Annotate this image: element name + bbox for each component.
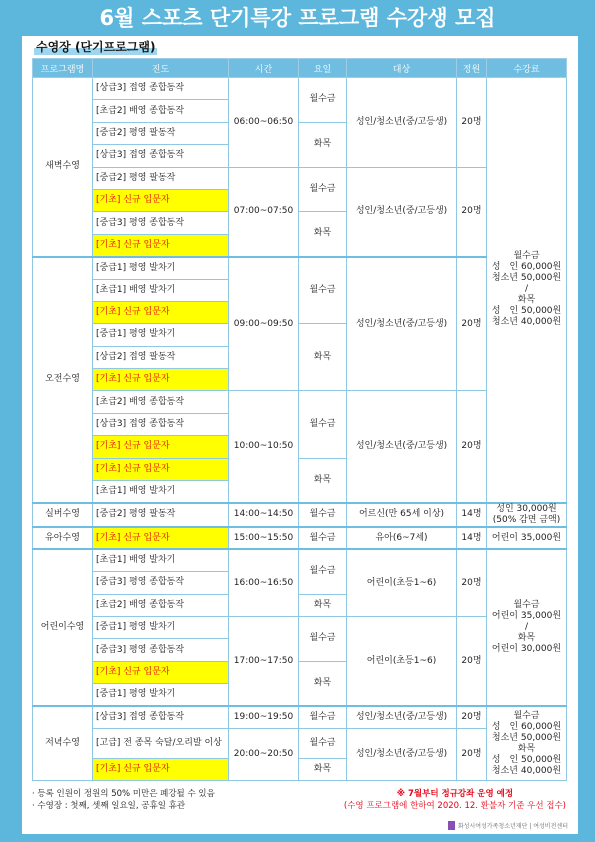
time-cell: 17:00~17:50 bbox=[229, 616, 299, 706]
program-name: 저녁수영 bbox=[33, 706, 93, 781]
day-cell: 화목 bbox=[299, 212, 347, 257]
course-cell-beginner: [기초] 신규 입문자 bbox=[93, 436, 229, 458]
section-label: 수영장 (단기프로그램) bbox=[36, 40, 156, 54]
capacity-cell: 14명 bbox=[457, 527, 487, 549]
header-day: 요일 bbox=[299, 59, 347, 78]
time-cell: 10:00~10:50 bbox=[229, 391, 299, 503]
course-cell: [초급1] 배영 발차기 bbox=[93, 549, 229, 571]
capacity-cell: 20명 bbox=[457, 167, 487, 257]
course-cell: [초급1] 배영 발차기 bbox=[93, 481, 229, 503]
target-cell: 유아(6~7세) bbox=[347, 527, 457, 549]
capacity-cell: 20명 bbox=[457, 549, 487, 616]
capacity-cell: 20명 bbox=[457, 391, 487, 503]
table-row bbox=[33, 78, 567, 100]
course-cell: [상급2] 접영 팔동작 bbox=[93, 346, 229, 368]
day-cell: 화목 bbox=[299, 758, 347, 780]
course-cell: [고급] 전 종목 숙달/오리발 이상 bbox=[93, 728, 229, 758]
course-cell: [상급3] 접영 종합동작 bbox=[93, 413, 229, 435]
day-cell: 화목 bbox=[299, 122, 347, 167]
note-regular-program: ※ 7월부터 정규강좌 운영 예정 bbox=[396, 789, 514, 799]
course-cell: [초급2] 배영 종합동작 bbox=[93, 594, 229, 616]
course-cell-beginner: [기초] 신규 입문자 bbox=[93, 661, 229, 683]
day-cell: 월수금 bbox=[299, 728, 347, 758]
course-cell: [중급3] 평영 종합동작 bbox=[93, 212, 229, 234]
time-cell: 20:00~20:50 bbox=[229, 728, 299, 780]
day-cell: 월수금 bbox=[299, 391, 347, 458]
program-sheet bbox=[22, 36, 578, 834]
table-row bbox=[33, 257, 567, 279]
course-cell: [초급2] 배영 종합동작 bbox=[93, 100, 229, 122]
notes-left bbox=[32, 788, 215, 812]
target-cell: 성인/청소년(중/고등생) bbox=[347, 706, 457, 728]
course-cell: [중급1] 평영 발차기 bbox=[93, 616, 229, 638]
capacity-cell: 20명 bbox=[457, 616, 487, 706]
course-cell-beginner: [기초] 신규 입문자 bbox=[93, 758, 229, 780]
course-cell: [중급3] 평영 종합동작 bbox=[93, 639, 229, 661]
day-cell: 월수금 bbox=[299, 706, 347, 728]
target-cell: 어르신(만 65세 이상) bbox=[347, 503, 457, 527]
course-cell: [초급2] 배영 종합동작 bbox=[93, 391, 229, 413]
day-cell: 화목 bbox=[299, 661, 347, 706]
table-row bbox=[33, 549, 567, 571]
day-cell: 화목 bbox=[299, 458, 347, 503]
target-cell: 성인/청소년(중/고등생) bbox=[347, 391, 457, 503]
fee-cell: 월수금 성 인 60,000원 청소년 50,000원 / 화목 성 인 50,000원 청소년 40,000원 bbox=[487, 78, 567, 503]
course-cell: [중급2] 평영 팔동작 bbox=[93, 167, 229, 189]
day-cell: 월수금 bbox=[299, 549, 347, 594]
target-cell: 성인/청소년(중/고등생) bbox=[347, 257, 457, 391]
table-row bbox=[33, 728, 567, 758]
notes-right bbox=[344, 788, 566, 812]
target-cell: 성인/청소년(중/고등생) bbox=[347, 78, 457, 168]
capacity-cell: 14명 bbox=[457, 503, 487, 527]
target-cell: 어린이(초등1~6) bbox=[347, 616, 457, 706]
program-name: 어린이수영 bbox=[33, 549, 93, 706]
note-priority-registration: (수영 프로그램에 한하여 2020. 12. 환불자 기준 우선 접수) bbox=[343, 801, 566, 811]
program-name: 새벽수영 bbox=[33, 78, 93, 257]
course-cell-beginner: [기초] 신규 입문자 bbox=[93, 369, 229, 391]
course-cell: [상급3] 접영 종합동작 bbox=[93, 78, 229, 100]
course-cell: [중급1] 평영 발차기 bbox=[93, 257, 229, 279]
day-cell: 월수금 bbox=[299, 503, 347, 527]
time-cell: 15:00~15:50 bbox=[229, 527, 299, 549]
target-cell: 성인/청소년(중/고등생) bbox=[347, 728, 457, 780]
header-target: 대상 bbox=[347, 59, 457, 78]
day-cell: 화목 bbox=[299, 324, 347, 391]
schedule-table bbox=[32, 58, 567, 781]
course-cell: [초급1] 배영 발차기 bbox=[93, 279, 229, 301]
organization-logo bbox=[448, 821, 568, 830]
day-cell: 월수금 bbox=[299, 167, 347, 212]
capacity-cell: 20명 bbox=[457, 78, 487, 168]
time-cell: 09:00~09:50 bbox=[229, 257, 299, 391]
table-row bbox=[33, 167, 567, 189]
table-row bbox=[33, 616, 567, 638]
course-cell: [상급3] 접영 종합동작 bbox=[93, 706, 229, 728]
day-cell: 월수금 bbox=[299, 527, 347, 549]
course-cell-beginner: [기초] 신규 입문자 bbox=[93, 527, 229, 549]
time-cell: 16:00~16:50 bbox=[229, 549, 299, 616]
header-course: 진도 bbox=[93, 59, 229, 78]
table-row bbox=[33, 527, 567, 549]
fee-cell: 월수금 어린이 35,000원 / 화목 어린이 30,000원 bbox=[487, 549, 567, 706]
course-cell: [중급3] 평영 종합동작 bbox=[93, 572, 229, 594]
course-cell: [중급2] 평영 팔동작 bbox=[93, 503, 229, 527]
page-title: 6월 스포츠 단기특강 프로그램 수강생 모집 bbox=[99, 6, 496, 30]
table-row bbox=[33, 503, 567, 527]
day-cell: 월수금 bbox=[299, 78, 347, 123]
course-cell: [중급1] 평영 발차기 bbox=[93, 684, 229, 706]
course-cell: [중급2] 평영 팔동작 bbox=[93, 122, 229, 144]
course-cell-beginner: [기초] 신규 입문자 bbox=[93, 458, 229, 480]
header-fee: 수강료 bbox=[487, 59, 567, 78]
logo-text: 화성시여성가족청소년재단 | 여성비전센터 bbox=[457, 823, 568, 830]
program-name: 유아수영 bbox=[33, 527, 93, 549]
course-cell: [중급1] 평영 발차기 bbox=[93, 324, 229, 346]
day-cell: 화목 bbox=[299, 594, 347, 616]
time-cell: 07:00~07:50 bbox=[229, 167, 299, 257]
course-cell: [상급3] 접영 종합동작 bbox=[93, 145, 229, 167]
fee-cell: 어린이 35,000원 bbox=[487, 527, 567, 549]
fee-cell: 성인 30,000원 (50% 감면 금액) bbox=[487, 503, 567, 527]
header-program: 프로그램명 bbox=[33, 59, 93, 78]
fee-cell: 월수금 성 인 60,000원 청소년 50,000원 화목 성 인 50,000원 청소년 40,000원 bbox=[487, 706, 567, 781]
capacity-cell: 20명 bbox=[457, 257, 487, 391]
day-cell: 월수금 bbox=[299, 257, 347, 324]
table-row bbox=[33, 391, 567, 413]
course-cell-beginner: [기초] 신규 입문자 bbox=[93, 189, 229, 211]
day-cell: 월수금 bbox=[299, 616, 347, 661]
header-capacity: 정원 bbox=[457, 59, 487, 78]
table-header-row bbox=[33, 59, 567, 78]
target-cell: 어린이(초등1~6) bbox=[347, 549, 457, 616]
program-name: 오전수영 bbox=[33, 257, 93, 503]
time-cell: 06:00~06:50 bbox=[229, 78, 299, 168]
table-row bbox=[33, 706, 567, 728]
note-closure-policy: · 등록 인원이 정원의 50% 미만은 폐강될 수 있음 bbox=[32, 789, 215, 799]
time-cell: 19:00~19:50 bbox=[229, 706, 299, 728]
program-name: 실버수영 bbox=[33, 503, 93, 527]
capacity-cell: 20명 bbox=[457, 706, 487, 728]
header-time: 시간 bbox=[229, 59, 299, 78]
target-cell: 성인/청소년(중/고등생) bbox=[347, 167, 457, 257]
course-cell-beginner: [기초] 신규 입문자 bbox=[93, 301, 229, 323]
time-cell: 14:00~14:50 bbox=[229, 503, 299, 527]
logo-icon bbox=[448, 821, 455, 830]
note-pool-holidays: · 수영장 : 첫째, 셋째 일요일, 공휴일 휴관 bbox=[32, 801, 186, 811]
capacity-cell: 20명 bbox=[457, 728, 487, 780]
course-cell-beginner: [기초] 신규 입문자 bbox=[93, 234, 229, 256]
